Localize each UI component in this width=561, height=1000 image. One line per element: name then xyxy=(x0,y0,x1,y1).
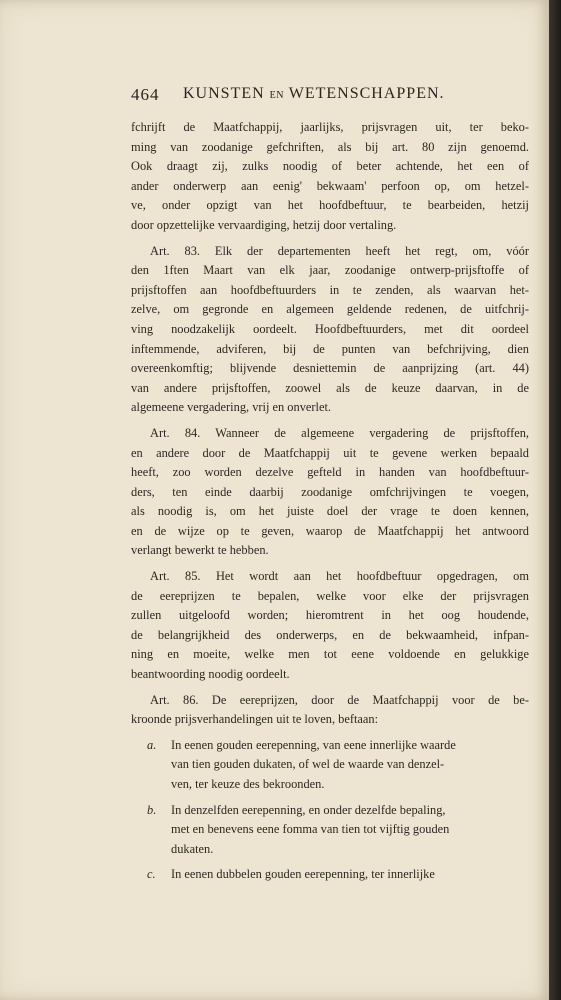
text-line: In denzelfden eerepenning, en onder dezelfde bepaling, xyxy=(171,802,446,817)
text-line: overeenkomftig; blijvende desniettemin de aanprijzing (art. 44) xyxy=(131,361,529,376)
list-item-label: b. xyxy=(147,802,157,817)
text-line: Art. 86. De eereprijzen, door de Maatfchappij voor de be- xyxy=(150,692,529,707)
text-line: ven, ter keuze des bekroonden. xyxy=(171,777,325,791)
text-line: algemeene vergadering, vrij en onverlet. xyxy=(131,400,331,415)
text-line: Art. 83. Elk der departementen heeft het regt, om, vóór xyxy=(150,243,529,258)
paragraph-art-84 xyxy=(131,424,529,561)
running-title-connector: EN xyxy=(269,90,285,101)
page-number: 464 xyxy=(131,85,160,104)
text-line: als noodig is, om het juiste doel der vrage te doen kennen, xyxy=(131,504,529,519)
list-item-label: a. xyxy=(147,737,157,752)
text-line: door opzettelijke vervaardiging, hetzij door vertaling. xyxy=(131,217,397,232)
text-line: ve, onder opzigt van het hoofdbeftuur, te bearbeiden, hetzij xyxy=(131,198,529,213)
text-line: ning en moeite, welke men tot eene voldoende en gelukkige xyxy=(131,647,529,662)
text-line: met en benevens eene fomma van tien tot vijftig gouden xyxy=(171,822,450,837)
text-line: Art. 85. Het wordt aan het hoofdbeftuur opgedragen, om xyxy=(150,569,529,584)
paragraph-art-85 xyxy=(131,567,529,685)
text-line: In eenen gouden eerepenning, van eene innerlijke waarde xyxy=(171,737,456,752)
list-item-a xyxy=(131,736,529,795)
text-line: kroonde prijsverhandelingen uit te loven, beftaan: xyxy=(131,712,379,727)
list-item-c xyxy=(131,865,529,885)
text-line: de eereprijzen te bepalen, welke voor elke der prijsvragen xyxy=(131,588,529,603)
text-line: zelve, om gegronde en algemeen geldende redenen, de uitfchrij- xyxy=(131,302,529,317)
page-body xyxy=(131,118,529,885)
text-line: beantwoording noodig oordeelt. xyxy=(131,667,290,682)
running-title-part2: WETENSCHAPPEN. xyxy=(288,85,445,102)
text-line: heeft, zoo worden dezelve gefteld in handen van hoofdbeftuur- xyxy=(131,465,529,480)
text-line: ming van zoodanige gefchriften, als bij art. 80 zijn genoemd. xyxy=(131,139,529,154)
text-line: ving noodzakelijk oordeelt. Hoofdbeftuurders, met dit oordeel xyxy=(131,321,529,336)
running-title xyxy=(183,85,445,103)
text-line: den 1ften Maart van elk jaar, zoodanige ontwerp-prijsftoffe of xyxy=(131,263,529,278)
paragraph xyxy=(131,118,529,236)
text-line: dukaten. xyxy=(171,841,214,856)
text-line: Ook draagt zij, zulks noodig of beter achtende, het een of xyxy=(131,159,529,174)
text-line: en andere door de Maatfchappij uit te gevene werken bepaald xyxy=(131,445,529,460)
paragraph-art-83 xyxy=(131,242,529,418)
text-line: en de wijze op te geven, waarop de Maatfchappij het antwoord xyxy=(131,523,529,538)
text-line: Art. 84. Wanneer de algemeene vergadering de prijsftoffen, xyxy=(150,425,529,440)
text-line: zullen uitgeloofd worden; hieromtrent in het oog houdende, xyxy=(131,608,529,623)
list-item-b xyxy=(131,801,529,860)
page-edge-shadow xyxy=(549,0,561,1000)
text-line: ders, ten einde daarbij zoodanige omfchrijvingen te voegen, xyxy=(131,484,529,499)
text-line: prijsftoffen aan hoofdbeftuurders in te zenden, als waarvan het- xyxy=(131,282,529,297)
text-line: In eenen dubbelen gouden eerepenning, ter innerlijke xyxy=(171,867,435,882)
paragraph-art-86 xyxy=(131,691,529,730)
list-item-label: c. xyxy=(147,867,156,882)
text-line: verlangt bewerkt te hebben. xyxy=(131,543,269,558)
text-line: inftemmende, adviferen, bij de punten van befchrijving, dien xyxy=(131,341,529,356)
text-line: fchrijft de Maatfchappij, jaarlijks, prijsvragen uit, ter beko- xyxy=(131,120,529,134)
text-line: van andere prijsftoffen, zoowel als de keuze daarvan, in de xyxy=(131,380,529,395)
running-title-part1: KUNSTEN xyxy=(183,85,265,102)
text-line: de belangrijkheid des onderwerps, en de bekwaamheid, infpan- xyxy=(131,627,529,642)
text-line: van tien gouden dukaten, of wel de waarde van denzel- xyxy=(171,757,445,772)
text-line: ander onderwerp aan eenig' bekwaam' perfoon op, om hetzel- xyxy=(131,178,529,193)
running-header xyxy=(131,85,461,109)
